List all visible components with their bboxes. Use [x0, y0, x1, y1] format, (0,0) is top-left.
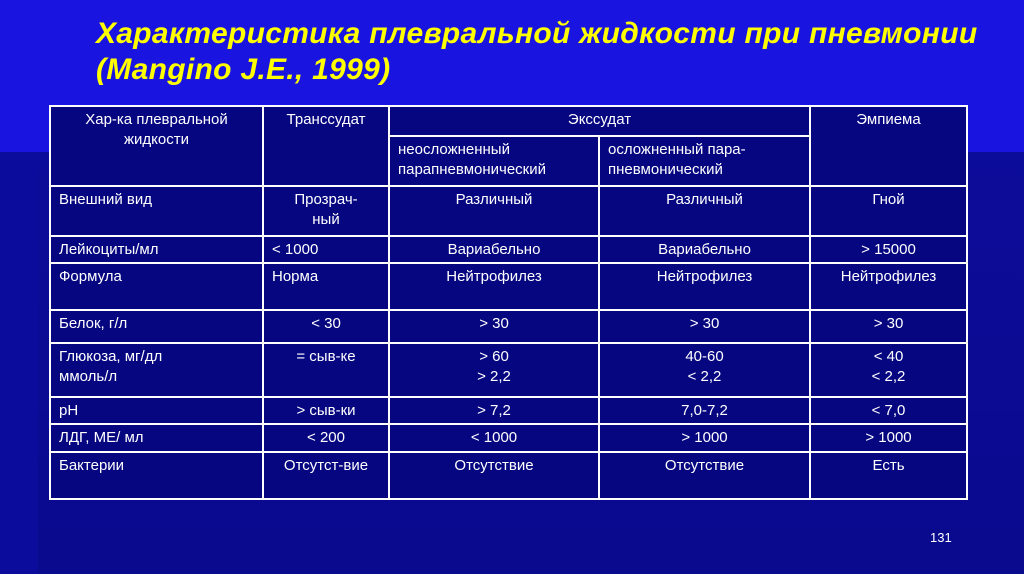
table-row	[50, 397, 967, 424]
cell-empyema: Есть	[810, 452, 967, 499]
cell-empyema: > 1000	[810, 424, 967, 452]
slide-title	[96, 16, 976, 88]
cell-uncomplicated: Отсутствие	[389, 452, 599, 499]
table-row	[50, 452, 967, 499]
cell-uncomplicated: < 1000	[389, 424, 599, 452]
cell-complicated: Отсутствие	[599, 452, 810, 499]
header-empyema: Эмпиема	[810, 106, 967, 186]
table-row	[50, 236, 967, 263]
cell-uncomplicated: Нейтрофилез	[389, 263, 599, 310]
cell-complicated: > 30	[599, 310, 810, 343]
cell-transudate: < 1000	[263, 236, 389, 263]
row-label: Внешний вид	[50, 186, 263, 236]
header-exudate: Экссудат	[389, 106, 810, 136]
cell-complicated: Нейтрофилез	[599, 263, 810, 310]
cell-empyema: < 40 < 2,2	[810, 343, 967, 397]
cell-empyema: > 15000	[810, 236, 967, 263]
table-row	[50, 263, 967, 310]
cell-empyema: Нейтрофилез	[810, 263, 967, 310]
cell-empyema: > 30	[810, 310, 967, 343]
table-row	[50, 424, 967, 452]
row-label: ЛДГ, МЕ/ мл	[50, 424, 263, 452]
cell-complicated: Различный	[599, 186, 810, 236]
cell-complicated: > 1000	[599, 424, 810, 452]
header-uncomplicated: неосложненный парапневмонический	[389, 136, 599, 186]
cell-uncomplicated: Различный	[389, 186, 599, 236]
row-label: Лейкоциты/мл	[50, 236, 263, 263]
cell-transudate: > сыв-ки	[263, 397, 389, 424]
cell-empyema: < 7,0	[810, 397, 967, 424]
cell-transudate: Отсутст-вие	[263, 452, 389, 499]
header-characteristic: Хар-ка плевральной жидкости	[50, 106, 263, 186]
table-row	[50, 186, 967, 236]
table-row	[50, 343, 967, 397]
cell-complicated: 40-60 < 2,2	[599, 343, 810, 397]
pleural-fluid-table	[49, 105, 968, 500]
cell-empyema: Гной	[810, 186, 967, 236]
row-label: Белок, г/л	[50, 310, 263, 343]
cell-complicated: Вариабельно	[599, 236, 810, 263]
cell-uncomplicated: > 7,2	[389, 397, 599, 424]
row-label: Глюкоза, мг/дл ммоль/л	[50, 343, 263, 397]
cell-transudate: = сыв-ке	[263, 343, 389, 397]
page-number: 131	[930, 530, 952, 545]
cell-uncomplicated: Вариабельно	[389, 236, 599, 263]
table-row	[50, 310, 967, 343]
cell-transudate: < 200	[263, 424, 389, 452]
cell-uncomplicated: > 60 > 2,2	[389, 343, 599, 397]
row-label: Формула	[50, 263, 263, 310]
row-label: Бактерии	[50, 452, 263, 499]
slide-title-line2: (Mangino J.E., 1999)	[96, 53, 391, 86]
table-header-row	[50, 106, 967, 136]
cell-uncomplicated: > 30	[389, 310, 599, 343]
cell-complicated: 7,0-7,2	[599, 397, 810, 424]
background-left-strip	[0, 152, 38, 574]
row-label: pH	[50, 397, 263, 424]
header-complicated: осложненный пара- пневмонический	[599, 136, 810, 186]
slide-title-line1: Характеристика плевральной жидкости при пневмонии	[96, 17, 978, 50]
header-transudate: Транссудат	[263, 106, 389, 186]
cell-transudate: < 30	[263, 310, 389, 343]
cell-transudate: Прозрач- ный	[263, 186, 389, 236]
cell-transudate: Норма	[263, 263, 389, 310]
